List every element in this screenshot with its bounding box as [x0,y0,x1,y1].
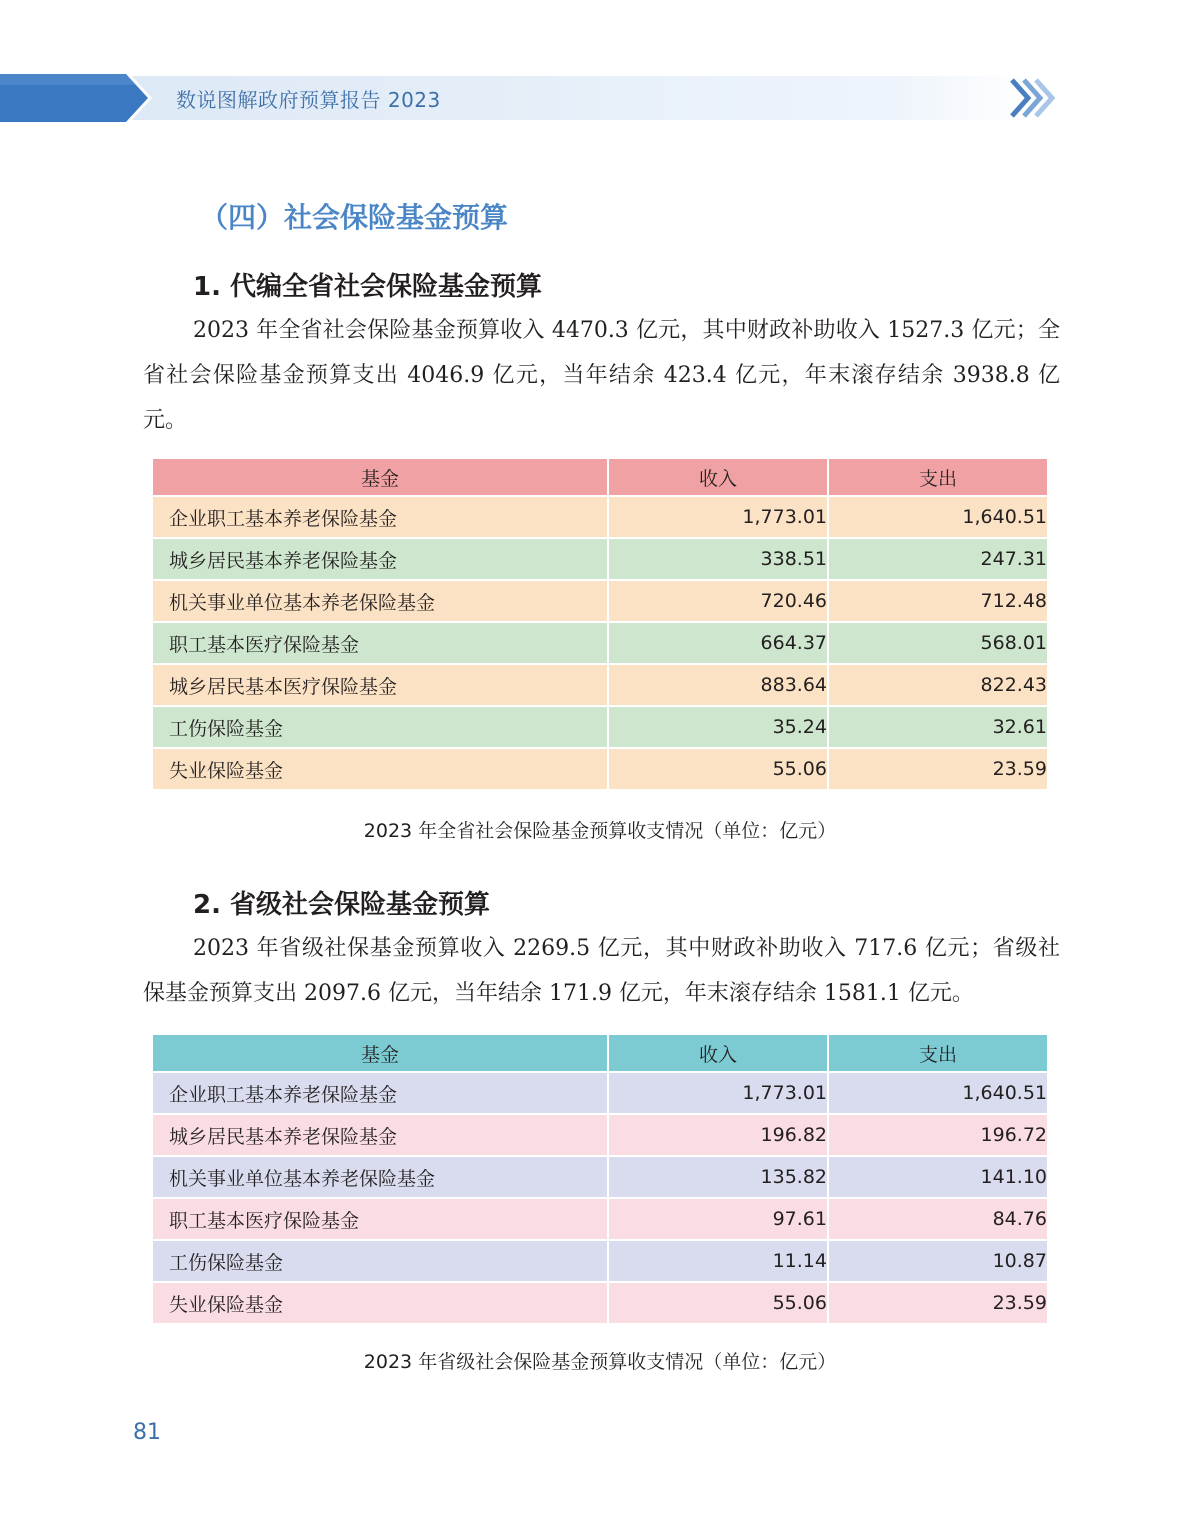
expense-value: 1,640.51 [827,497,1047,539]
paragraph-2: 2023 年省级社保基金预算收入 2269.5 亿元，其中财政补助收入 717.6 亿元；省级社保基金预算支出 2097.6 亿元，当年结余 171.9 亿元，年末滚存结余 1581.1 亿元。 [143,936,1060,1006]
section-heading: （四）社会保险基金预算 [200,201,509,234]
expense-value: 32.61 [827,707,1047,749]
income-value: 338.51 [607,539,827,581]
expense-value: 23.59 [827,1283,1047,1325]
subsection-heading-2: 2. 省级社会保险基金预算 [193,890,491,920]
table-caption-1: 2023 年全省社会保险基金预算收支情况（单位：亿元） [363,820,837,842]
column-header-fund: 基金 [153,459,607,497]
fund-name: 职工基本医疗保险基金 [153,623,607,665]
fund-name: 企业职工基本养老保险基金 [153,1073,607,1115]
expense-value: 712.48 [827,581,1047,623]
table-row [153,1199,1047,1241]
fund-name: 企业职工基本养老保险基金 [153,497,607,539]
income-value: 664.37 [607,623,827,665]
expense-value: 568.01 [827,623,1047,665]
fund-name: 城乡居民基本养老保险基金 [153,539,607,581]
table-row [153,497,1047,539]
page-number: 81 [133,1420,161,1445]
income-value: 720.46 [607,581,827,623]
fund-name: 机关事业单位基本养老保险基金 [153,1157,607,1199]
table-row [153,707,1047,749]
income-value: 55.06 [607,1283,827,1325]
column-header-income: 收入 [607,1035,827,1073]
table-row [153,1283,1047,1325]
expense-value: 84.76 [827,1199,1047,1241]
income-value: 35.24 [607,707,827,749]
fund-name: 城乡居民基本医疗保险基金 [153,665,607,707]
column-header-fund: 基金 [153,1035,607,1073]
subsection-heading-1: 1. 代编全省社会保险基金预算 [193,272,543,302]
expense-value: 196.72 [827,1115,1047,1157]
paragraph-1: 2023 年全省社会保险基金预算收入 4470.3 亿元，其中财政补助收入 1527.3 亿元；全省社会保险基金预算支出 4046.9 亿元，当年结余 423.4 亿元，年末滚存结余 3938.8 亿元。 [143,318,1060,433]
fund-name: 工伤保险基金 [153,707,607,749]
table-row [153,581,1047,623]
fund-name: 城乡居民基本养老保险基金 [153,1115,607,1157]
column-header-income: 收入 [607,459,827,497]
header-banner [0,70,1060,126]
table-caption-2: 2023 年省级社会保险基金预算收支情况（单位：亿元） [363,1351,837,1373]
table-row [153,539,1047,581]
table-row [153,749,1047,791]
income-value: 11.14 [607,1241,827,1283]
table-row [153,1073,1047,1115]
table-row [153,665,1047,707]
fund-table-provincial-total [153,459,1047,791]
table-row [153,1241,1047,1283]
expense-value: 822.43 [827,665,1047,707]
header-title: 数说图解政府预算报告 2023 [176,88,441,112]
income-value: 135.82 [607,1157,827,1199]
income-value: 883.64 [607,665,827,707]
income-value: 1,773.01 [607,497,827,539]
fund-name: 职工基本医疗保险基金 [153,1199,607,1241]
chevron-right-icon [1008,76,1058,120]
income-value: 196.82 [607,1115,827,1157]
expense-value: 247.31 [827,539,1047,581]
expense-value: 1,640.51 [827,1073,1047,1115]
expense-value: 23.59 [827,749,1047,791]
header-banner-graphic [0,70,1060,126]
income-value: 97.61 [607,1199,827,1241]
fund-name: 机关事业单位基本养老保险基金 [153,581,607,623]
column-header-expense: 支出 [827,1035,1047,1073]
fund-name: 失业保险基金 [153,749,607,791]
income-value: 55.06 [607,749,827,791]
income-value: 1,773.01 [607,1073,827,1115]
table-row [153,1115,1047,1157]
fund-name: 工伤保险基金 [153,1241,607,1283]
expense-value: 141.10 [827,1157,1047,1199]
table-row [153,1157,1047,1199]
fund-name: 失业保险基金 [153,1283,607,1325]
column-header-expense: 支出 [827,459,1047,497]
table-row [153,623,1047,665]
table-header-row [153,459,1047,497]
fund-table-provincial-level [153,1035,1047,1325]
table-header-row [153,1035,1047,1073]
expense-value: 10.87 [827,1241,1047,1283]
